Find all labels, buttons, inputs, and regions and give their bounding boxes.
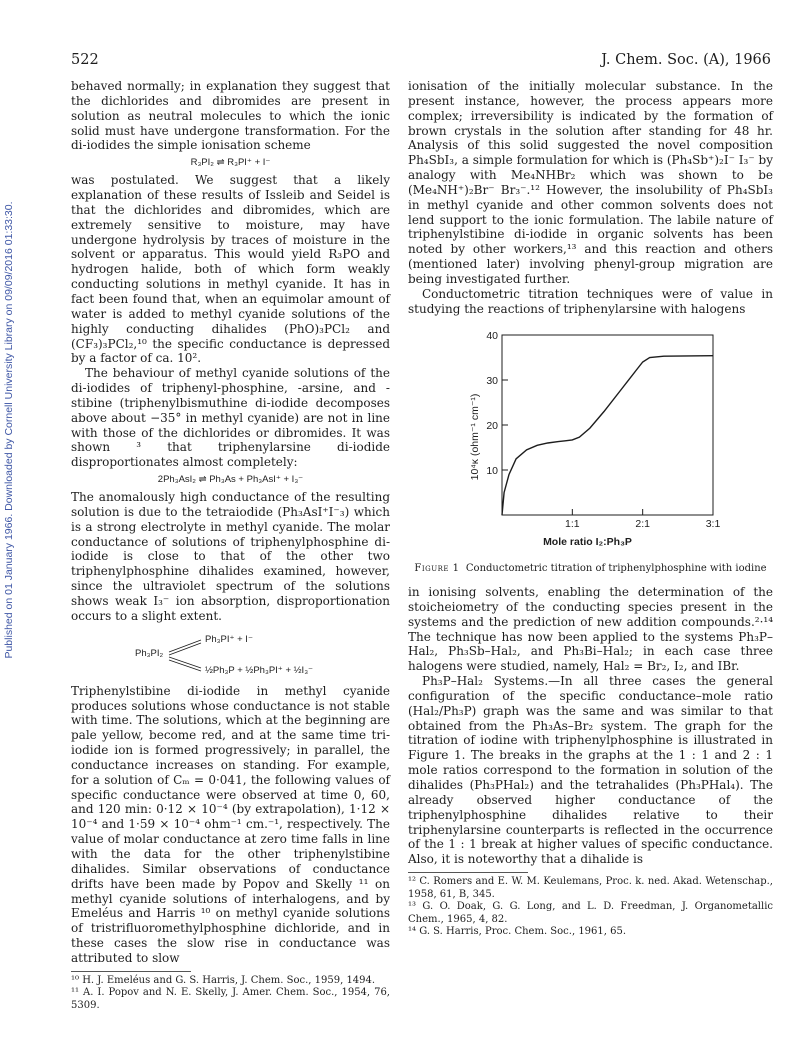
figure-1-chart <box>408 325 773 561</box>
series-line <box>502 355 713 514</box>
scheme-reactant: Ph₃PI₂ <box>135 647 164 659</box>
paragraph: ionisation of the initially molecular substance. In the present instance, however, the process appears more complex; irreversibility is indicated by the formation of brown crystals in the solution after standing for 48 hr. Analysis of this solid suggested the novel composition Ph₄SbI₃, a simple formulation for which is (Ph₄Sb⁺)₂I⁻ I₃⁻ by analogy with Me₄NHBr₂ which was shown to be (Me₄NH⁺)₂Br⁻ Br₃⁻.¹² However, the insolubility of Ph₄SbI₃ in methyl cyanide and other common solvents does not lend support to the ionic formulation. The labile nature of triphenylstibine di-iodide in organic solvents has been noted by other workers,¹³ and this reaction and others (mentioned later) involving phenyl-group migration are being investigated further. <box>408 79 773 286</box>
footnotes <box>71 975 390 1013</box>
paragraph: The anomalously high conductance of the resulting solution is due to the tetraiodide (Ph₃AsI⁺I⁻₃) which is a strong electrolyte in methyl cyanide. The molar conductance of solutions of triphenylphosphine di-iodide is close to that of the other two triphenylphosphine dihalides examined, however, since the ultraviolet spectrum of the solutions shows weak I₃⁻ ion absorption, disproportionation occurs to a slight extent. <box>71 490 390 623</box>
paragraph: Triphenylstibine di-iodide in methyl cyanide produces solutions whose conductance is not stable with time. The solutions, which at the beginning are pale yellow, become red, and at the same time tri-iodide ion is formed progressively; in parallel, the conductance increases on standing. For example, for a solution of Cₘ = 0·041, the following values of specific conductance were observed at time 0, 60, and 120 min: 0·12 × 10⁻⁴ (by extrapolation), 1·12 × 10⁻⁴ and 1·59 × 10⁻⁴ ohm⁻¹ cm.⁻¹, respectively. The value of molar conductance at zero time falls in line with the data for the other triphenylstibine dihalides. Similar observations of conductance drifts have been made by Popov and Skelly ¹¹ on methyl cyanide solutions of interhalogens, and by Emeléus and Harris ¹⁰ on methyl cyanide solutions of tristrifluoromethylphosphine dichloride, and in these cases the slow rise in conductance was attributed to slow <box>71 683 390 965</box>
caption-label: Figure 1 <box>414 562 460 574</box>
x-tick-label: 1:1 <box>565 517 580 530</box>
watermark-text[interactable]: Published on 01 January 1966. Downloaded by Cornell University Library on 09/09/2016 01:33:30. <box>3 201 15 659</box>
page-number: 522 <box>71 52 99 68</box>
x-tick-label: 2:1 <box>635 517 650 530</box>
footnote: ¹¹ A. I. Popov and N. E. Skelly, J. Amer. Chem. Soc., 1954, 76, 5309. <box>71 987 390 1011</box>
footnote-rule <box>408 872 528 873</box>
paragraph: in ionising solvents, enabling the determination of the stoicheiometry of the conducting species present in the systems and the prediction of new addition compounds.²·¹⁴ The technique has now been applied to the systems Ph₃P–Hal₂, Ph₃Sb–Hal₂, and Ph₃Bi–Hal₂; in each case three halogens were studied, namely, Hal₂ = Br₂, I₂, and IBr. <box>408 585 773 674</box>
reaction-scheme <box>71 626 390 680</box>
download-watermark <box>2 150 16 710</box>
paragraph: The behaviour of methyl cyanide solutions of the di-iodides of triphenyl-phosphine, -arsine, and -stibine (triphenylbismuthine di-iodide decomposes above about −35° in methyl cyanide) are not in line with those of the dichlorides or dibromides. It was shown ³ that triphenylarsine di-iodide disproportionates almost completely: <box>71 366 390 470</box>
figure-caption <box>408 563 773 576</box>
footnote: ¹³ G. O. Doak, G. G. Long, and L. D. Freedman, J. Organometallic Chem., 1965, 4, 82. <box>408 901 773 925</box>
equation-disproportionation: 2Ph₃AsI₂ ⇌ Ph₃As + Ph₃AsI⁺ + I₃⁻ <box>157 474 304 486</box>
left-column <box>71 79 390 1012</box>
y-tick-label: 30 <box>486 374 498 387</box>
scheme-product-bottom: ½Ph₃P + ½Ph₃PI⁺ + ½I₃⁻ <box>205 664 314 676</box>
paragraph: was postulated. We suggest that a likely explanation of these results of Issleib and Seidel is that the dichlorides and dibromides, which are extremely sensitive to moisture, may have undergone hydrolysis by traces of moisture in the solvent or apparatus. This would yield R₃PO and hydrogen halide, both of which form weakly conducting solutions in methyl cyanide. It has in fact been found that, when an equimolar amount of water is added to methyl cyanide solutions of the highly conducting dihalides (PhO)₃PCl₂ and (CF₃)₃PCl₂,¹⁰ the specific conductance is depressed by a factor of ca. 10². <box>71 173 390 366</box>
paragraph: Conductometric titration techniques were of value in studying the reactions of triphenylarsine with halogens <box>408 286 773 316</box>
x-axis-label: Mole ratio I₂:Ph₃P <box>543 535 632 548</box>
equation-ionisation: R₃PI₂ ⇌ R₃PI⁺ + I⁻ <box>190 157 271 169</box>
footnote: ¹⁰ H. J. Emeléus and G. S. Harris, J. Chem. Soc., 1959, 1494. <box>71 974 376 986</box>
right-column <box>408 79 773 939</box>
footnote: ¹⁴ G. S. Harris, Proc. Chem. Soc., 1961, 65. <box>408 926 627 938</box>
scheme-product-top: Ph₃PI⁺ + I⁻ <box>205 633 253 645</box>
paragraph: Ph₃P–Hal₂ Systems.—In all three cases the general configuration of the specific conductance–mole ratio (Hal₂/Ph₃P) graph was the same and was similar to that obtained from the Ph₃As–Br₂ system. The graph for the titration of iodine with triphenylphosphine is illustrated in Figure 1. The breaks in the graphs at the 1 : 1 and 2 : 1 mole ratios correspond to the formation in solution of the dihalides (Ph₃PHal₂) and the tetrahalides (Ph₃PHal₄). The already observed higher conductance of the triphenylphosphine dihalides relative to their triphenylarsine counterparts is reflected in the occurrence of the 1 : 1 break at higher values of specific conductance. Also, it is noteworthy that a dihalide is <box>408 674 773 867</box>
y-axis-label: 10⁴κ (ohm⁻¹ cm⁻¹) <box>469 393 481 480</box>
y-tick-label: 40 <box>486 329 498 342</box>
footnote: ¹² C. Romers and E. W. M. Keulemans, Proc. k. ned. Akad. Wetenschap., 1958, 61, B, 345. <box>408 876 773 900</box>
y-tick-label: 20 <box>486 419 498 432</box>
footnotes <box>408 876 773 939</box>
chart-canvas <box>408 325 773 561</box>
paragraph: behaved normally; in explanation they suggest that the dichlorides and dibromides are present in solution as neutral molecules to which the ionic solid must have undergone transformation. For the di-iodides the simple ionisation scheme <box>71 79 390 153</box>
y-tick-label: 10 <box>486 464 498 477</box>
footnote-rule <box>71 971 191 972</box>
x-tick-label: 3:1 <box>705 517 721 530</box>
caption-text: Conductometric titration of triphenylphosphine with iodine <box>465 562 767 574</box>
plot-frame <box>502 335 713 515</box>
journal-header: J. Chem. Soc. (A), 1966 <box>601 52 771 68</box>
